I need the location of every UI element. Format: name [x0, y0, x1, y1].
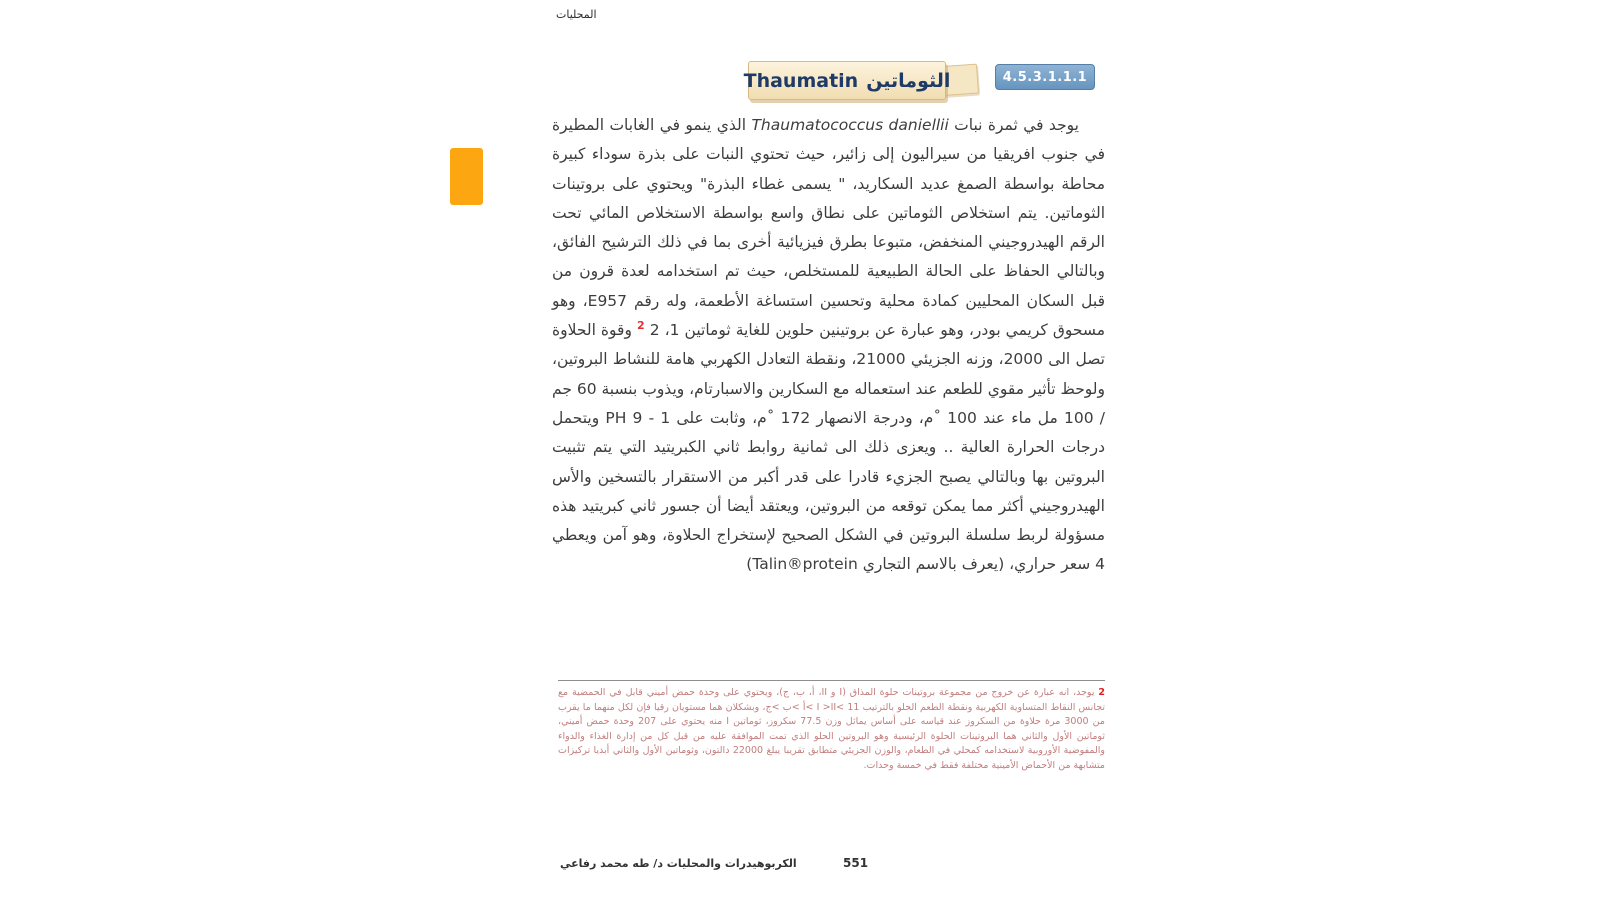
body-part1: الذي ينمو في الغابات المطيرة في جنوب افريقيا من سيراليون إلى زائير، حيث تحتوي النبات على بذرة سوداء كبيرة محاطة بواسطة الصمغ عديد السكاريد، " يسمى غطاء البذرة" ويحتوي على بروتينات الثوماتين. يتم استخلاص الثوماتين على نطاق واسع بواسطة الاستخلاص المائي تحت الرقم الهيدروجيني المنخفض، متبوعا بطرق فيزيائية أخرى بما في ذلك الترشيح الفائق، وبالتالي الحفاظ على الحالة الطبيعية للمستخلص، حيث تم استخدامه لعدة قرون من قبل السكان المحليين كمادة محلية وتحسين استساغة الأطعمة، وله رقم E957، وهو مسحوق كريمي بودر، وهو عبارة عن بروتينين حلوين للغاية ثوماتين 1، 2 [552, 116, 1106, 340]
body-paragraph [552, 111, 1105, 580]
page-number: 551 [843, 856, 869, 870]
species-latin-name: Thaumatococcus daniellii [751, 116, 949, 134]
footnote-text: يوجد، انه عبارة عن خروج من مجموعة بروتينات حلوة المذاق (I و II، أ، ب، ج)، ويحتوي على وحدة حمض أميني قابل في الحمضية مع تجانس النقاط المتساوية الكهربية ونقطة الطعم الحلو بالترتيب 11 >I >II >أ >ب >ج، وبشكلان هما مستويان رقيا فإن لكل منهما ما يقرب من 3000 مرة حلاوة من السكروز عند قياسه على أساس يماثل وزن 77.5 سكروز، ثوماتين I منه يحتوي على 207 وحدة حمض أميني، ثوماتين الأول والثاني هما البروتينات الحلوة الرئيسية وهو البروتين الحلو الذي تمت الموافقة عليه من قبل كل من إدارة الغذاء والدواء والمفوضية الأوروبية لاستخدامه كمحلي في الطعام، والوزن الجزيئي متطابق تقريبا يبلغ 22000 دالتون، وثوماتين الأول والثاني أبديا تركيزات متشابهة من الأحماض الأمينية مختلفة فقط في خمسة وحدات. [558, 687, 1105, 771]
chapter-title-box [743, 61, 951, 100]
running-header: المحليات [556, 8, 597, 21]
title-arabic: الثوماتين [866, 69, 951, 92]
footer-book-title: الكربوهيدرات والمحليات د/ طه محمد رفاعي [560, 857, 797, 870]
body-intro: يوجد في ثمرة نبات [948, 116, 1079, 134]
section-number-badge: 4.5.3.1.1.1 [995, 64, 1095, 90]
trade-name: Talin®protein [752, 555, 858, 574]
body-part3: ) [746, 555, 753, 574]
title-latin: Thaumatin [743, 69, 859, 92]
body-part2: وقوة الحلاوة تصل الى 2000، وزنه الجزيئي 21000، ونقطة التعادل الكهربي هامة للنشاط البروتين، ولوحظ تأثير مقوي للطعم عند استعماله مع السكارين والاسبارتام، ويذوب بنسبة 60 جم / 100 مل ماء عند 100 ˚م، ودرجة الانصهار 172 ˚م، وثابت على PH 9 - 1 ويتحمل درجات الحرارة العالية .. ويعزى ذلك الى ثمانية روابط ثاني الكبريتيد التي يتم تثبيت البروتين بها وبالتالي يصبح الجزيء قادرا على قدر أكبر من الاستقرار بالتسخين والأس الهيدروجيني أكثر مما يمكن توقعه من البروتين، ويعتقد أيضا أن جسور ثاني كبريتيد هذه مسؤولة لربط سلسلة البروتين في الشكل الصحيح لإستخراج الحلاوة، وهو آمن ويعطي 4 سعر حراري، (يعرف بالاسم التجاري [552, 321, 1106, 574]
footnote-reference: 2 [637, 318, 645, 332]
highlight-marker [450, 148, 483, 205]
footnote-marker: 2 [1098, 687, 1105, 698]
chapter-title [744, 70, 951, 92]
footnote [558, 680, 1105, 773]
